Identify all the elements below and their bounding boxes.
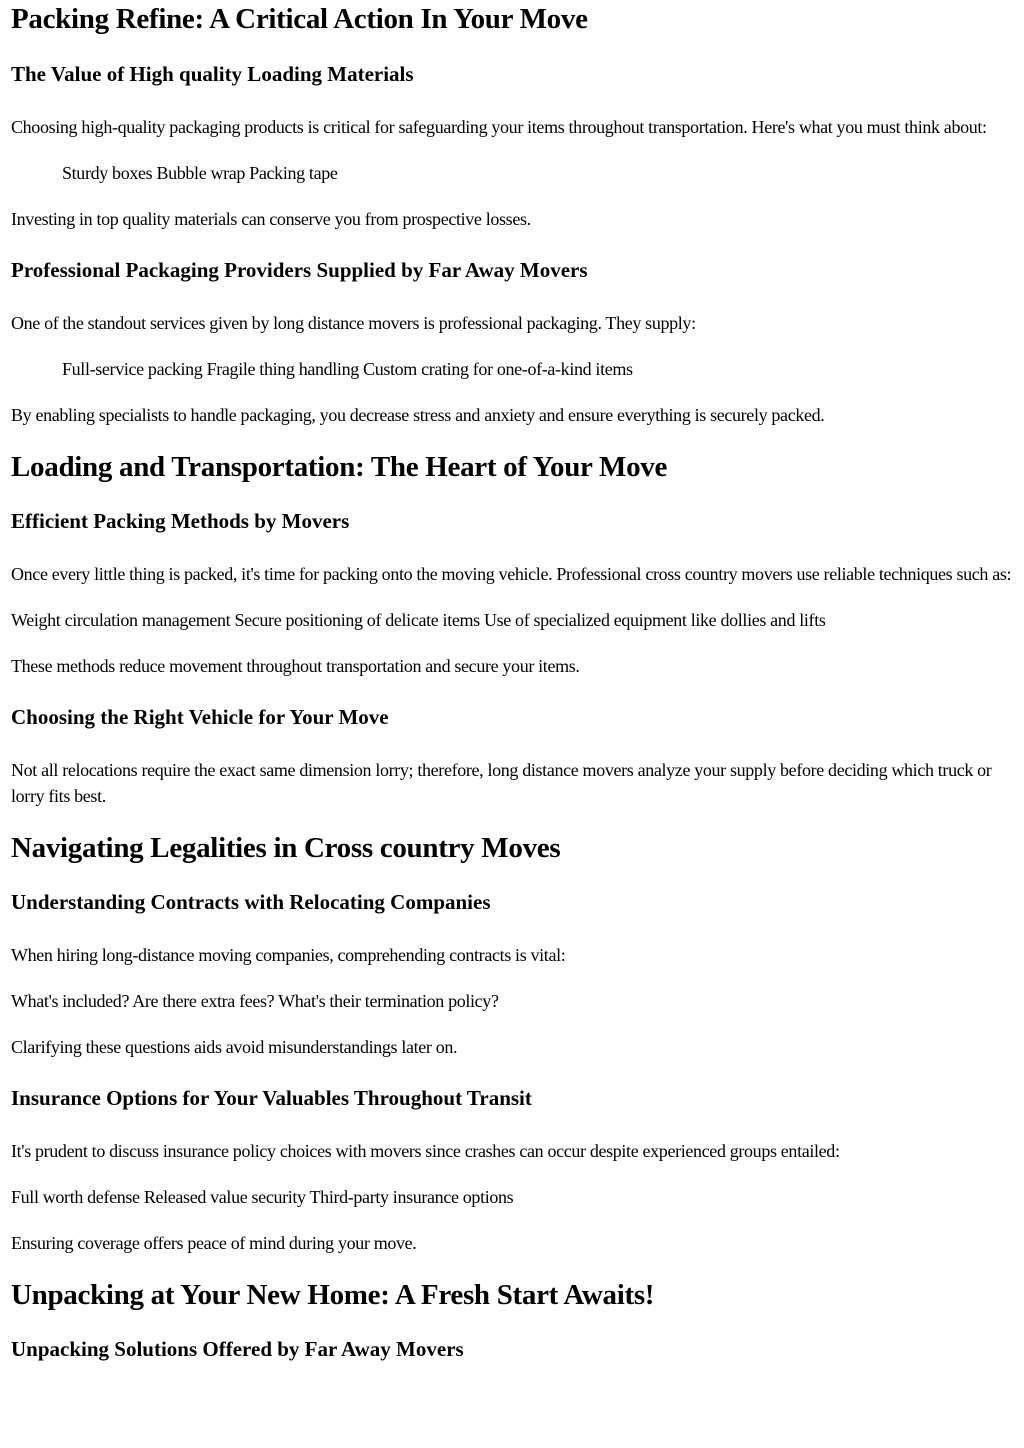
paragraph: These methods reduce movement throughout transportation and secure your items. (11, 656, 580, 676)
subsection-heading: Choosing the Right Vehicle for Your Move (11, 705, 389, 729)
list-item: Sturdy boxes Bubble wrap Packing tape (62, 163, 338, 183)
section-heading: Packing Refine: A Critical Action In Your Move (11, 3, 588, 35)
article (0, 2, 1024, 1362)
paragraph: Investing in top quality materials can conserve you from prospective losses. (11, 209, 531, 229)
paragraph: Choosing high-quality packaging products is critical for safeguarding your items throughout transportation. Here's what you must think about: (11, 117, 987, 137)
paragraph: When hiring long-distance moving companies, comprehending contracts is vital: (11, 945, 566, 965)
paragraph: Clarifying these questions aids avoid misunderstandings later on. (11, 1037, 458, 1057)
paragraph: Not all relocations require the exact same dimension lorry; therefore, long distance movers analyze your supply before deciding which truck or lorry fits best. (11, 760, 992, 806)
paragraph: It's prudent to discuss insurance policy choices with movers since crashes can occur despite experienced groups entailed: (11, 1141, 840, 1161)
paragraph: One of the standout services given by long distance movers is professional packaging. They supply: (11, 313, 696, 333)
section-heading: Navigating Legalities in Cross country Moves (11, 832, 561, 864)
section-heading: Loading and Transportation: The Heart of Your Move (11, 451, 668, 483)
paragraph: By enabling specialists to handle packaging, you decrease stress and anxiety and ensure everything is securely packed. (11, 405, 825, 425)
subsection-heading: Efficient Packing Methods by Movers (11, 509, 350, 533)
list-item: Full-service packing Fragile thing handling Custom crating for one-of-a-kind items (62, 359, 633, 379)
subsection-heading: Insurance Options for Your Valuables Throughout Transit (11, 1086, 532, 1110)
subsection-heading: Understanding Contracts with Relocating Companies (11, 890, 491, 914)
paragraph: Once every little thing is packed, it's time for packing onto the moving vehicle. Professional cross country movers use reliable techniques such as: (11, 564, 1012, 584)
paragraph: Full worth defense Released value security Third-party insurance options (11, 1187, 514, 1207)
subsection-heading: Unpacking Solutions Offered by Far Away Movers (11, 1337, 464, 1361)
paragraph: Weight circulation management Secure positioning of delicate items Use of specialized equipment like dollies and lifts (11, 610, 826, 630)
subsection-heading: The Value of High quality Loading Materials (11, 62, 414, 86)
section-heading: Unpacking at Your New Home: A Fresh Start Awaits! (11, 1279, 655, 1311)
paragraph: What's included? Are there extra fees? What's their termination policy? (11, 991, 499, 1011)
paragraph: Ensuring coverage offers peace of mind during your move. (11, 1233, 417, 1253)
subsection-heading: Professional Packaging Providers Supplied by Far Away Movers (11, 258, 588, 282)
